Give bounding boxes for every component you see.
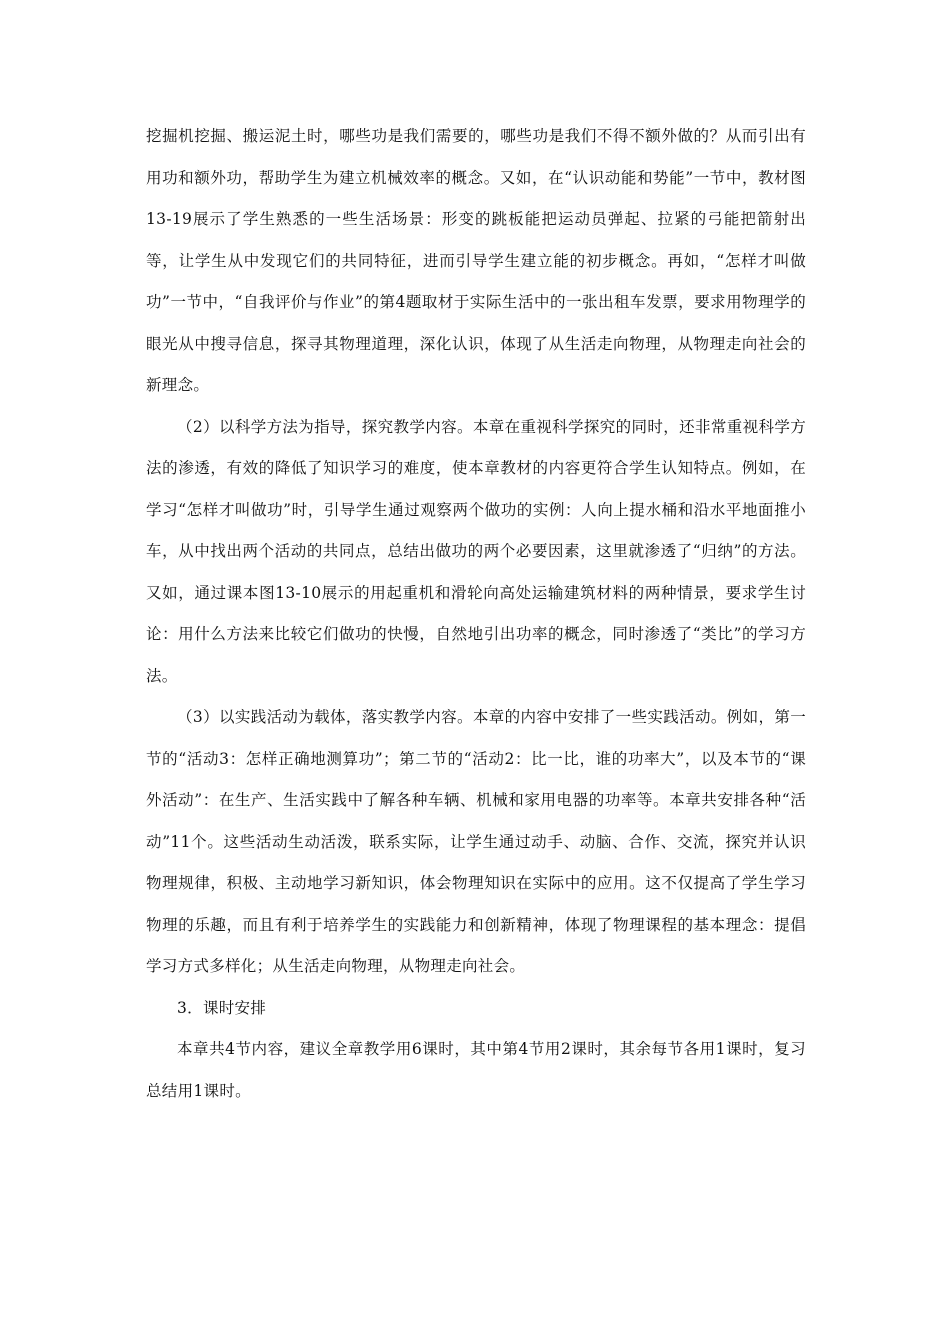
- paragraph-practice-activities: （3）以实践活动为载体，落实教学内容。本章的内容中安排了一些实践活动。例如，第一节的“活动3：怎样正确地测算功”；第二节的“活动2：比一比，谁的功率大”，以及本节的“课外活动”：在生产、生活实践中了解各种车辆、机械和家用电器的功率等。本章共安排各种“活动”11个。这些活动生动活泼，联系实际，让学生通过动手、动脑、合作、交流，探究并认识物理规律，积极、主动地学习新知识，体会物理知识在实际中的应用。这不仅提高了学生学习物理的乐趣，而且有利于培养学生的实践能力和创新精神，体现了物理课程的基本理念：提倡学习方式多样化；从生活走向物理，从物理走向社会。: [146, 708, 806, 975]
- paragraph-continuation: 挖掘机挖掘、搬运泥土时，哪些功是我们需要的，哪些功是我们不得不额外做的？从而引出有用功和额外功，帮助学生为建立机械效率的概念。又如，在“认识动能和势能”一节中，教材图13-19展示了学生熟悉的一些生活场景：形变的跳板能把运动员弹起、拉紧的弓能把箭射出等，让学生从中发现它们的共同特征，进而引导学生建立能的初步概念。再如，“怎样才叫做功”一节中，“自我评价与作业”的第4题取材于实际生活中的一张出租车发票，要求用物理学的眼光从中搜寻信息，探寻其物理道理，深化认识，体现了从生活走向物理，从物理走向社会的新理念。: [146, 127, 806, 394]
- body-text: [146, 116, 806, 1112]
- section-heading-class-schedule: 3．课时安排: [177, 998, 267, 1017]
- paragraph-class-schedule: 本章共4节内容，建议全章教学用6课时，其中第4节用2课时，其余每节各用1课时，复习总结用1课时。: [146, 1040, 806, 1100]
- paragraph-scientific-method: （2）以科学方法为指导，探究教学内容。本章在重视科学探究的同时，还非常重视科学方法的渗透，有效的降低了知识学习的难度，使本章教材的内容更符合学生认知特点。例如，在学习“怎样才叫做功”时，引导学生通过观察两个做功的实例：人向上提水桶和沿水平地面推小车，从中找出两个活动的共同点，总结出做功的两个必要因素，这里就渗透了“归纳”的方法。又如，通过课本图13-10展示的用起重机和滑轮向高处运输建筑材料的两种情景，要求学生讨论：用什么方法来比较它们做功的快慢，自然地引出功率的概念，同时渗透了“类比”的学习方法。: [146, 417, 806, 685]
